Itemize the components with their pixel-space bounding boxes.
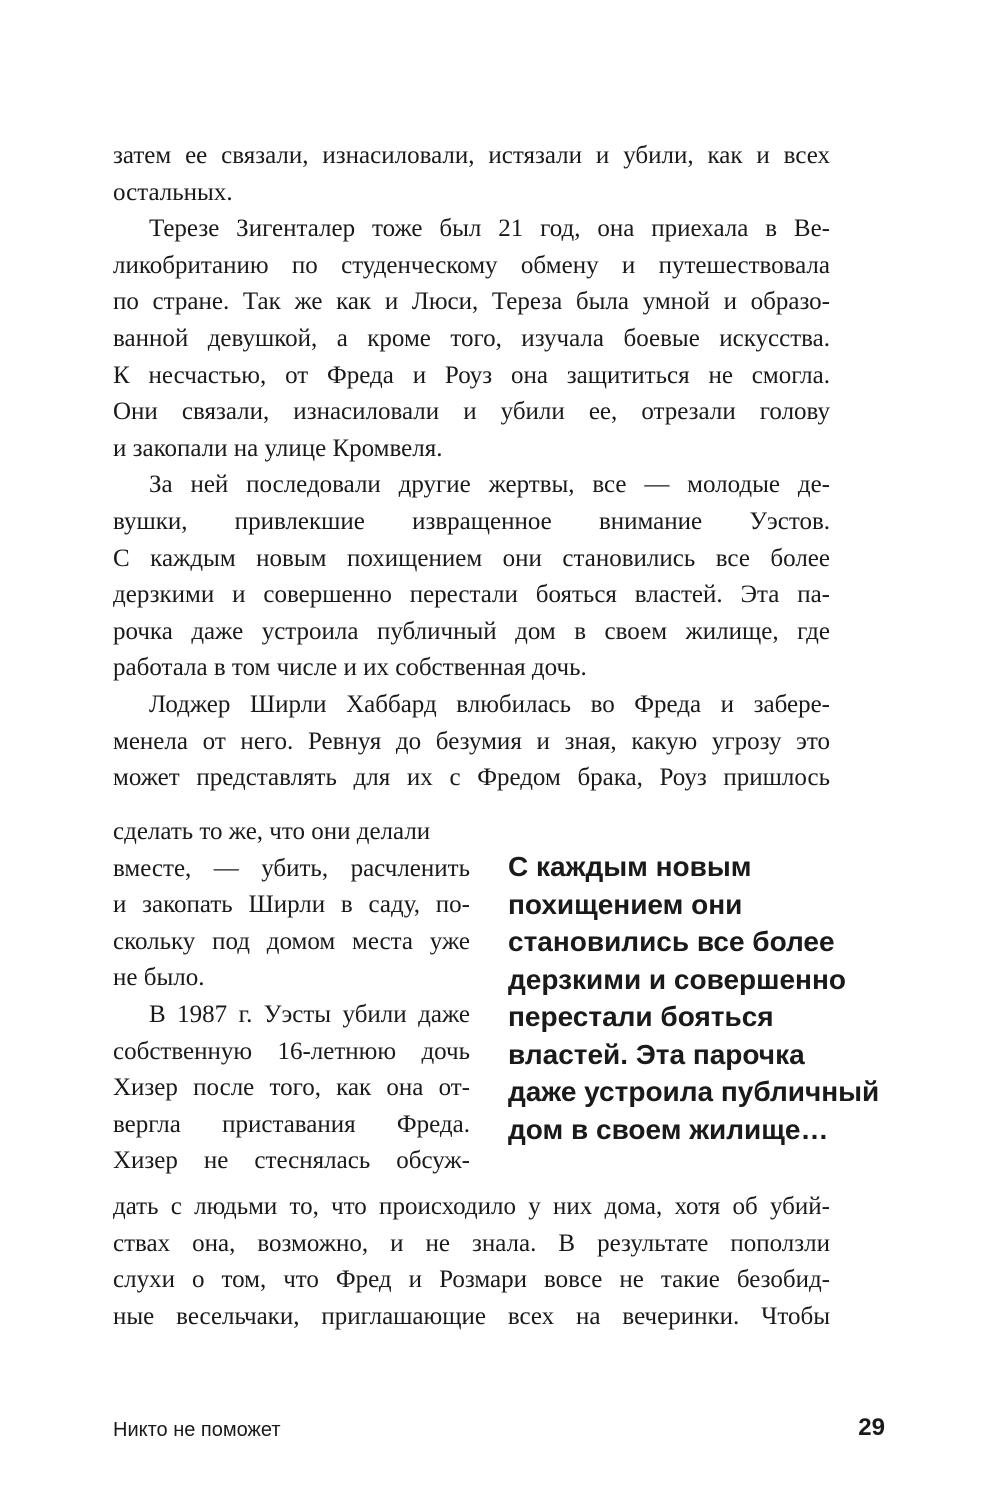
text-line: может представлять для их с Фредом брака, Роуз пришлось [113,764,830,792]
text-line: С каждым новым похищением они становились все более [113,544,830,572]
pull-quote-line: дом в своем жилище… [508,1113,829,1145]
text-line: ликобританию по студенческому обмену и путешествовала [113,251,830,279]
pull-quote-line: даже устроила публичный [508,1076,880,1107]
text-line: Хизер после того, как она от- [113,1074,470,1102]
text-line: Хизер не стеснялась обсуж- [113,1147,470,1175]
text-line: вергла приставания Фреда. [113,1110,470,1138]
text-line: вушки, привлекшие извращенное внимание Уэстов. [113,507,830,535]
text-line: слухи о том, что Фред и Розмари вовсе не такие безобид- [113,1266,830,1294]
text-line: Они связали, изнасиловали и убили ее, отрезали голову [113,398,830,426]
pull-quote-line: властей. Эта парочка [508,1038,805,1070]
body-text-column [113,814,470,1180]
text-line: ствах она, возможно, и не знала. В результате поползли [113,1229,830,1257]
text-line: и закопали на улице Кромвеля. [113,434,443,462]
text-line: дерзкими и совершенно перестали бояться властей. Эта па- [113,581,830,609]
body-text-bottom [113,1189,830,1335]
text-line: по стране. Так же как и Люси, Тереза была умной и образо- [113,288,830,316]
text-line: не было. [113,964,205,992]
text-line: работала в том числе и их собственная дочь. [113,654,587,682]
text-line: менела от него. Ревнуя до безумия и зная, какую угрозу это [113,727,830,755]
paragraph-start-line: В 1987 г. Уэсты убили даже [149,1000,470,1028]
paragraph-start-line: Терезе Зигенталер тоже был 21 год, она приехала в Ве- [149,215,830,243]
pull-quote-line: С каждым новым [508,851,752,882]
text-line: и закопать Ширли в саду, по- [113,891,470,919]
body-text-top [113,138,830,797]
pull-quote-line: дерзкими и совершенно [508,963,846,995]
pull-quote-line: становились все более [508,926,835,957]
text-line: рочка даже устроила публичный дом в своем жилище, где [113,617,830,645]
text-line: остальных. [113,178,233,206]
pull-quote-line: перестали бояться [508,1001,774,1032]
pull-quote [508,848,898,1148]
text-line: К несчастью, от Фреда и Роуз она защититься не смогла. [113,361,830,389]
paragraph-start-line: Лоджер Ширли Хаббард влюбилась во Фреда и забере- [149,690,830,718]
text-line: затем ее связали, изнасиловали, истязали и убили, как и всех [113,142,830,169]
text-line: ные весельчаки, приглашающие всех на вечеринки. Чтобы [113,1302,830,1330]
page-number: 29 [858,1414,885,1441]
text-line: дать с людьми то, что происходило у них дома, хотя об убий- [113,1193,830,1220]
pull-quote-line: похищением они [508,888,743,920]
text-line: собственную 16-летнюю дочь [113,1037,470,1065]
text-line: вместе, — убить, расчленить [113,854,470,882]
paragraph-start-line: За ней последовали другие жертвы, все — молодые де- [149,471,830,499]
running-footer-title: Никто не поможет [113,1419,281,1441]
text-line: скольку под домом места уже [113,927,470,955]
text-line: сделать то же, что они делали [113,818,431,845]
text-line: ванной девушкой, а кроме того, изучала боевые искусства. [113,324,830,352]
